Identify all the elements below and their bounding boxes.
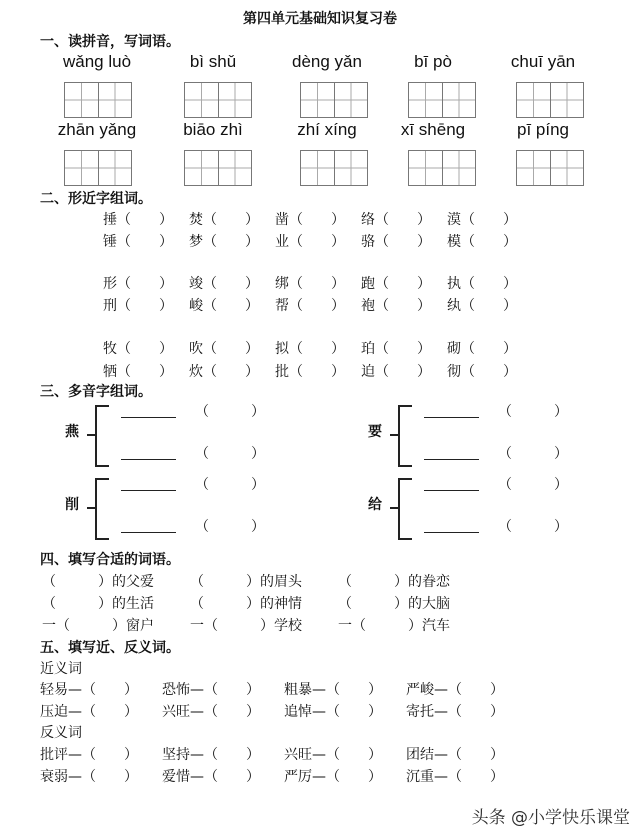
word-item[interactable]: 跑（ ） [361, 276, 431, 292]
writing-grid-box[interactable] [64, 150, 132, 186]
section-4-heading: 四、填写合适的词语。 [40, 552, 180, 568]
word-pair-item[interactable]: 追悼—（ ） [284, 704, 382, 720]
polyphone-char: 给 [368, 497, 382, 513]
word-item[interactable]: 彻（ ） [447, 364, 517, 380]
pinyin-prompt: dèng yǎn [292, 52, 362, 71]
word-item[interactable]: 珀（ ） [361, 341, 431, 357]
answer-line[interactable] [121, 532, 176, 533]
word-pair-item[interactable]: 批评—（ ） [40, 747, 138, 763]
word-item[interactable]: 袍（ ） [361, 298, 431, 314]
answer-paren[interactable]: （ ） [195, 404, 265, 420]
section-5-heading: 五、填写近、反义词。 [40, 640, 180, 656]
word-item[interactable]: 模（ ） [447, 234, 517, 250]
writing-grid-box[interactable] [64, 82, 132, 118]
answer-paren[interactable]: （ ） [498, 404, 568, 420]
word-pair-item[interactable]: 粗暴—（ ） [284, 682, 382, 698]
word-item[interactable]: 梦（ ） [189, 234, 259, 250]
word-pair-row [40, 701, 528, 721]
bracket-icon [390, 507, 398, 509]
word-pair-item[interactable]: 沉重—（ ） [406, 769, 504, 785]
word-group-row [103, 338, 533, 358]
grid-cell [65, 83, 99, 117]
fill-item[interactable]: 一（ ）窗户 [42, 618, 154, 634]
fill-item[interactable]: （ ）的生活 [42, 596, 154, 612]
word-item[interactable]: 炊（ ） [189, 364, 259, 380]
page-title: 第四单元基础知识复习卷 [243, 11, 397, 27]
answer-paren[interactable]: （ ） [195, 519, 265, 535]
word-item[interactable]: 牧（ ） [103, 341, 173, 357]
answer-paren[interactable]: （ ） [498, 477, 568, 493]
pinyin-prompt: bī pò [414, 52, 452, 71]
writing-grid-box[interactable] [184, 82, 252, 118]
word-pair-item[interactable]: 团结—（ ） [406, 747, 504, 763]
pinyin-prompt: zhān yǎng [57, 120, 137, 139]
writing-grid-box[interactable] [408, 150, 476, 186]
word-pair-item[interactable]: 寄托—（ ） [406, 704, 504, 720]
pinyin-prompt: wǎng luò [62, 52, 132, 71]
word-pair-item[interactable]: 轻易—（ ） [40, 682, 138, 698]
word-item[interactable]: 捶（ ） [103, 212, 173, 228]
grid-cell [409, 83, 443, 117]
grid-cell [99, 83, 132, 117]
grid-cell [185, 83, 219, 117]
grid-cell [65, 151, 99, 185]
word-item[interactable]: 刑（ ） [103, 298, 173, 314]
word-pair-row [40, 679, 528, 699]
watermark: 头条 @小学快乐课堂 [471, 808, 630, 828]
antonym-label: 反义词 [40, 725, 82, 741]
polyphone-char: 要 [368, 424, 382, 440]
pinyin-prompt: chuī yān [510, 52, 576, 71]
grid-cell [301, 151, 335, 185]
polyphone-char: 削 [65, 497, 79, 513]
fill-item[interactable]: （ ）的神情 [190, 596, 302, 612]
fill-item[interactable]: （ ）的父爱 [42, 574, 154, 590]
fill-item[interactable]: （ ）的眉头 [190, 574, 302, 590]
word-item[interactable]: 络（ ） [361, 212, 431, 228]
word-item[interactable]: 漠（ ） [447, 212, 517, 228]
word-item[interactable]: 焚（ ） [189, 212, 259, 228]
word-pair-item[interactable]: 爱惜—（ ） [162, 769, 260, 785]
word-item[interactable]: 形（ ） [103, 276, 173, 292]
answer-line[interactable] [424, 417, 479, 418]
word-item[interactable]: 吹（ ） [189, 341, 259, 357]
answer-line[interactable] [424, 532, 479, 533]
word-item[interactable]: 拟（ ） [275, 341, 345, 357]
word-item[interactable]: 砌（ ） [447, 341, 517, 357]
fill-item[interactable]: （ ）的眷恋 [338, 574, 450, 590]
answer-line[interactable] [121, 417, 176, 418]
answer-paren[interactable]: （ ） [195, 446, 265, 462]
grid-cell [551, 151, 584, 185]
word-group-row [103, 231, 533, 251]
synonym-label: 近义词 [40, 661, 82, 677]
grid-cell [443, 151, 476, 185]
fill-item[interactable]: 一（ ）学校 [190, 618, 302, 634]
answer-line[interactable] [424, 490, 479, 491]
writing-grid-box[interactable] [300, 150, 368, 186]
grid-cell [551, 83, 584, 117]
word-group-row [103, 361, 533, 381]
writing-grid-box[interactable] [184, 150, 252, 186]
grid-cell [219, 151, 252, 185]
pinyin-prompt: xī shēng [400, 120, 466, 139]
writing-grid-box[interactable] [300, 82, 368, 118]
word-item[interactable]: 迫（ ） [361, 364, 431, 380]
word-group-row [103, 209, 533, 229]
pinyin-prompt: zhí xíng [297, 120, 357, 139]
answer-line[interactable] [121, 490, 176, 491]
polyphone-char: 燕 [65, 424, 79, 440]
answer-line[interactable] [424, 459, 479, 460]
pinyin-prompt: biāo zhì [183, 120, 243, 139]
word-pair-item[interactable]: 坚持—（ ） [162, 747, 260, 763]
bracket-icon [95, 405, 109, 467]
writing-grid-box[interactable] [408, 82, 476, 118]
word-item[interactable]: 骆（ ） [361, 234, 431, 250]
answer-paren[interactable]: （ ） [498, 519, 568, 535]
writing-grid-box[interactable] [516, 82, 584, 118]
word-pair-item[interactable]: 兴旺—（ ） [162, 704, 260, 720]
writing-grid-box[interactable] [516, 150, 584, 186]
bracket-icon [87, 434, 95, 436]
word-pair-item[interactable]: 压迫—（ ） [40, 704, 138, 720]
word-pair-item[interactable]: 严峻—（ ） [406, 682, 504, 698]
pinyin-prompt: bì shǔ [189, 52, 237, 71]
word-item[interactable]: 牺（ ） [103, 364, 173, 380]
section-1-heading: 一、读拼音，写词语。 [40, 34, 180, 50]
word-item[interactable]: 峻（ ） [189, 298, 259, 314]
word-pair-item[interactable]: 严厉—（ ） [284, 769, 382, 785]
section-3-heading: 三、多音字组词。 [40, 384, 152, 400]
grid-cell [335, 83, 368, 117]
answer-paren[interactable]: （ ） [498, 446, 568, 462]
answer-paren[interactable]: （ ） [195, 477, 265, 493]
bracket-icon [398, 478, 412, 540]
fill-row [42, 593, 486, 613]
bracket-icon [390, 434, 398, 436]
word-item[interactable]: 业（ ） [275, 234, 345, 250]
word-group-row [103, 273, 533, 293]
grid-cell [99, 151, 132, 185]
word-item[interactable]: 锤（ ） [103, 234, 173, 250]
word-pair-row [40, 766, 528, 786]
grid-cell [301, 83, 335, 117]
grid-cell [219, 83, 252, 117]
grid-cell [517, 151, 551, 185]
word-item[interactable]: 凿（ ） [275, 212, 345, 228]
bracket-icon [87, 507, 95, 509]
grid-cell [335, 151, 368, 185]
grid-cell [443, 83, 476, 117]
word-pair-row [40, 744, 528, 764]
word-pair-item[interactable]: 恐怖—（ ） [162, 682, 260, 698]
fill-row [42, 571, 486, 591]
grid-cell [409, 151, 443, 185]
grid-cell [517, 83, 551, 117]
fill-row [42, 615, 486, 635]
word-item[interactable]: 竣（ ） [189, 276, 259, 292]
word-item[interactable]: 帮（ ） [275, 298, 345, 314]
word-pair-item[interactable]: 衰弱—（ ） [40, 769, 138, 785]
word-item[interactable]: 执（ ） [447, 276, 517, 292]
fill-item[interactable]: 一（ ）汽车 [338, 618, 450, 634]
bracket-icon [398, 405, 412, 467]
word-item[interactable]: 批（ ） [275, 364, 345, 380]
grid-cell [185, 151, 219, 185]
section-2-heading: 二、形近字组词。 [40, 191, 152, 207]
fill-item[interactable]: （ ）的大脑 [338, 596, 450, 612]
word-pair-item[interactable]: 兴旺—（ ） [284, 747, 382, 763]
word-item[interactable]: 纨（ ） [447, 298, 517, 314]
answer-line[interactable] [121, 459, 176, 460]
word-group-row [103, 295, 533, 315]
word-item[interactable]: 绑（ ） [275, 276, 345, 292]
pinyin-prompt: pī píng [517, 120, 569, 139]
bracket-icon [95, 478, 109, 540]
